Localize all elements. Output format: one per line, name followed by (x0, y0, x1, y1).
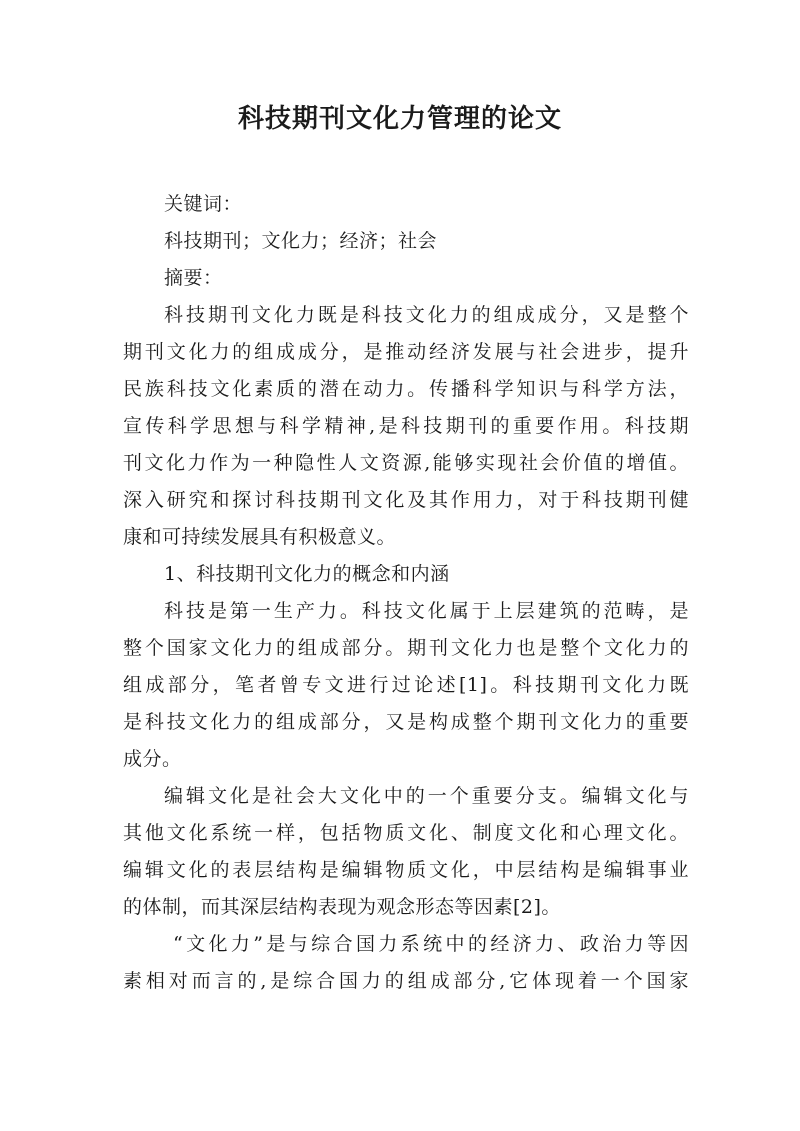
paragraph-line: 编辑文化是社会大文化中的一个重要分支。编辑文化与 (164, 785, 689, 807)
paragraph-line: 期刊文化力的组成成分，是推动经济发展与社会进步，提升 (123, 341, 689, 363)
paragraph-line: 科技是第一生产力。科技文化属于上层建筑的范畴，是 (164, 600, 689, 622)
keywords-text: 科技期刊；文化力；经济；社会 (164, 230, 438, 252)
paragraph-line: 组成部分，笔者曾专文进行过论述[1]。科技期刊文化力既 (123, 674, 689, 696)
paragraph-line: 的体制，而其深层结构表现为观念形态等因素[2]。 (123, 896, 561, 918)
paragraph-line: 其他文化系统一样，包括物质文化、制度文化和心理文化。 (123, 822, 689, 844)
paragraph-line: 编辑文化的表层结构是编辑物质文化，中层结构是编辑事业 (123, 859, 689, 881)
paragraph-line: 整个国家文化力的组成部分。期刊文化力也是整个文化力的 (123, 637, 689, 659)
paragraph-line: 成分。 (123, 748, 182, 770)
paragraph-line: 深入研究和探讨科技期刊文化及其作用力，对于科技期刊健 (123, 489, 689, 511)
abstract-label: 摘要： (164, 267, 223, 289)
paragraph-line: “文化力”是与综合国力系统中的经济力、政治力等因 (173, 933, 689, 955)
paragraph-line: 宣传科学思想与科学精神,是科技期刊的重要作用。科技期 (123, 415, 689, 437)
keywords-label: 关键词： (164, 193, 243, 215)
paragraph-line: 素相对而言的,是综合国力的组成部分,它体现着一个国家 (123, 970, 689, 992)
paragraph-line: 科技期刊文化力既是科技文化力的组成成分，又是整个 (164, 304, 689, 326)
paragraph-line: 康和可持续发展具有积极意义。 (123, 526, 397, 548)
document-title: 科技期刊文化力管理的论文 (237, 104, 562, 134)
paragraph-line: 民族科技文化素质的潜在动力。传播科学知识与科学方法， (123, 378, 689, 400)
document-body (123, 186, 689, 1000)
paragraph-line: 刊文化力作为一种隐性人文资源,能够实现社会价值的增值。 (123, 452, 689, 474)
section-heading: 1、科技期刊文化力的概念和内涵 (164, 563, 450, 585)
paragraph-line: 是科技文化力的组成部分，又是构成整个期刊文化力的重要 (123, 711, 689, 733)
